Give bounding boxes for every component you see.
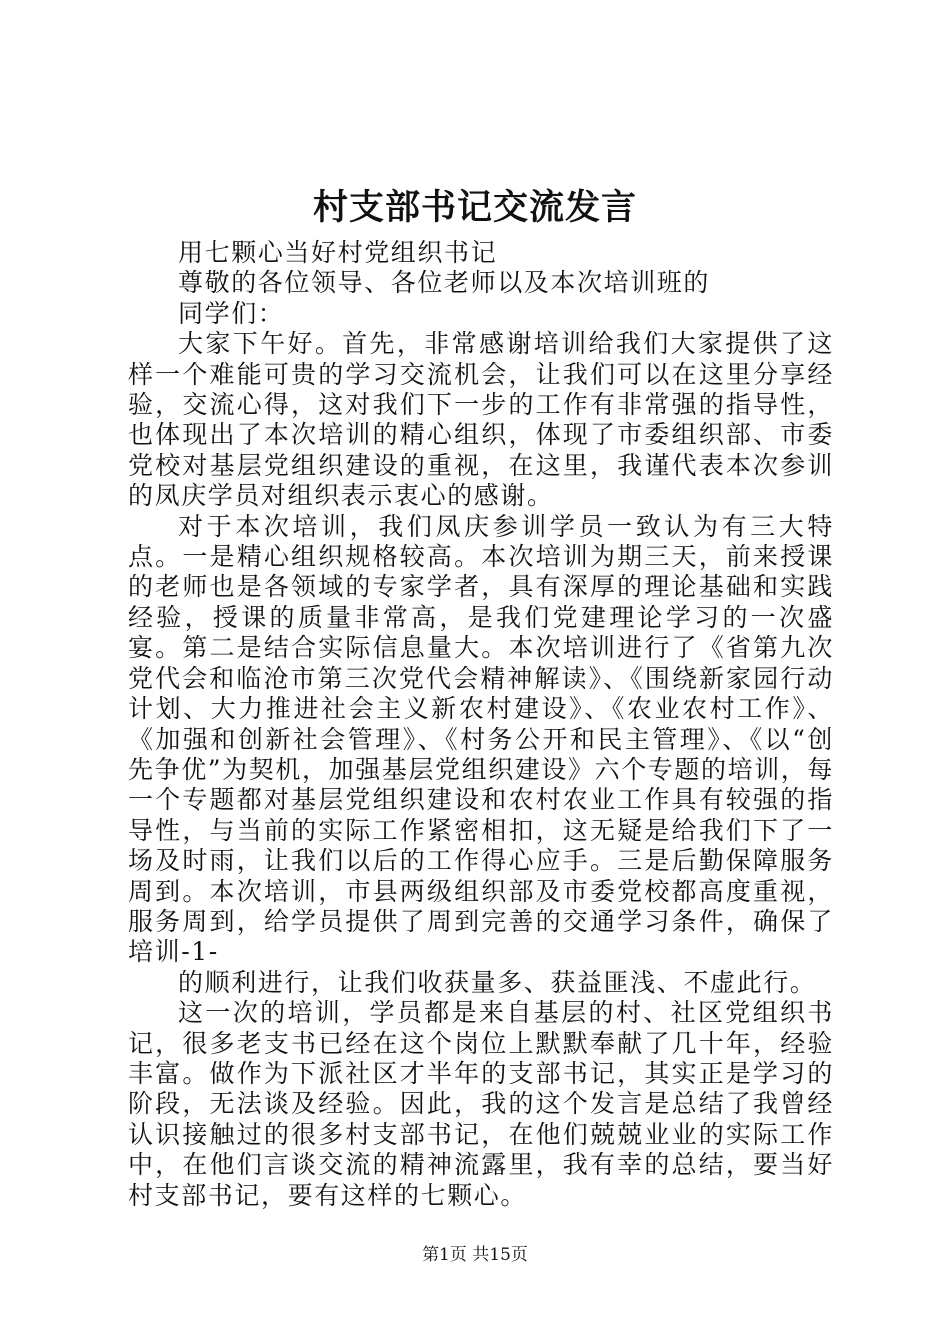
paragraph-subtitle: 用七颗心当好村党组织书记	[178, 238, 498, 267]
paragraph-salutation-cont: 同学们：	[178, 298, 285, 328]
paragraph-salutation: 尊敬的各位领导、各位老师以及本次培训班的	[178, 268, 711, 298]
document-title: 村支部书记交流发言	[312, 187, 637, 228]
paragraph-seven-hearts: 这一次的培训，学员都是来自基层的村、社区党组织书记，很多老支书已经在这个岗位上默默奉献了几十年，经验丰富。做作为下派社区才半年的支部书记，其实正是学习的阶段，无法谈及经验。因此，我的这个发言是总结了我曾经认识接触过的很多村支部书记，在他们兢兢业业的实际工作中，在他们言谈交流的精神流露里，我有幸的总结，要当好村支部书记，要有这样的七颗心。	[128, 998, 834, 1210]
paragraph-greeting: 大家下午好。首先，非常感谢培训给我们大家提供了这样一个难能可贵的学习交流机会，让我们可以在这里分享经验，交流心得，这对我们下一步的工作有非常强的指导性，也体现出了本次培训的精心组织，体现了市委组织部、市委党校对基层党组织建设的重视，在这里，我谨代表本次参训的凤庆学员对组织表示衷心的感谢。	[128, 329, 834, 511]
page-number-footer: 第1页 共15页	[422, 1245, 528, 1265]
paragraph-training-result: 的顺利进行，让我们收获量多、获益匪浅、不虚此行。	[178, 967, 817, 997]
paragraph-training-features: 对于本次培训，我们凤庆参训学员一致认为有三大特点。一是精心组织规格较高。本次培训为期三天，前来授课的老师也是各领域的专家学者，具有深厚的理论基础和实践经验，授课的质量非常高，是我们党建理论学习的一次盛宴。第二是结合实际信息量大。本次培训进行了《省第九次党代会和临沧市第三次党代会精神解读》、《围绕新家园行动计划、大力推进社会主义新农村建设》、《农业农村工作》、《加强和创新社会管理》、《村务公开和民主管理》、《以“创先争优”为契机，加强基层党组织建设》六个专题的培训，每一个专题都对基层党组织建设和农村农业工作具有较强的指导性，与当前的实际工作紧密相扣，这无疑是给我们下了一场及时雨，让我们以后的工作得心应手。三是后勤保障服务周到。本次培训，市县两级组织部及市委党校都高度重视，服务周到，给学员提供了周到完善的交通学习条件，确保了培训-1-	[128, 511, 834, 967]
document-body	[128, 238, 834, 1211]
